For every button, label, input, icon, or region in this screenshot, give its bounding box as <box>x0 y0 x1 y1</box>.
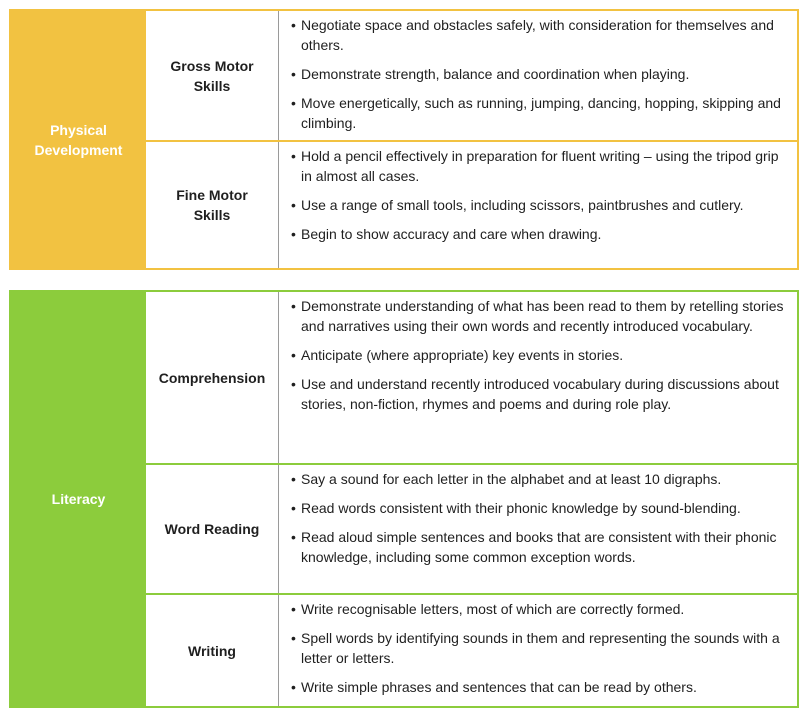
sub-label-text: Fine Motor Skills <box>176 187 248 223</box>
list-item: • Demonstrate strength, balance and coordination when playing. <box>291 64 787 84</box>
list-item: • Write recognisable letters, most of which are correctly formed. <box>291 599 787 619</box>
list-item: • Begin to show accuracy and care when drawing. <box>291 224 787 244</box>
row-comprehension <box>146 292 797 463</box>
area-label-physical-development: Physical Development <box>34 121 123 158</box>
list-item: • Move energetically, such as running, jumping, dancing, hopping, skipping and climbing. <box>291 93 787 133</box>
list-item: • Negotiate space and obstacles safely, with consideration for themselves and others. <box>291 15 787 55</box>
list-item: • Anticipate (where appropriate) key events in stories. <box>291 345 787 365</box>
list-item: • Write simple phrases and sentences that can be read by others. <box>291 677 787 697</box>
list-item: • Read words consistent with their phonic knowledge by sound-blending. <box>291 498 787 518</box>
bullet-list-fine-motor <box>279 142 797 268</box>
bullet-list-comprehension <box>279 292 797 463</box>
sub-label-writing: Writing <box>146 595 279 706</box>
area-label-literacy: Literacy <box>51 491 106 507</box>
sub-label-text: Gross Motor Skills <box>170 57 254 94</box>
list-item: • Use a range of small tools, including scissors, paintbrushes and cutlery. <box>291 195 787 215</box>
list-item: • Use and understand recently introduced vocabulary during discussions about stories, non-fiction, rhymes and poems and during role play. <box>291 374 787 414</box>
sub-label-gross-motor-skills <box>146 11 279 140</box>
bullet-list-word-reading <box>279 465 797 593</box>
literacy-section <box>9 290 799 708</box>
list-item: • Read aloud simple sentences and books that are consistent with their phonic knowledge, including some common exception words. <box>291 527 787 567</box>
row-word-reading <box>146 463 797 593</box>
row-writing <box>146 593 797 706</box>
list-item: • Spell words by identifying sounds in them and representing the sounds with a letter or letters. <box>291 628 787 668</box>
literacy-rows <box>146 292 797 706</box>
sub-label-word-reading: Word Reading <box>146 465 279 593</box>
bullet-list-writing <box>279 595 797 706</box>
bullet-list-gross-motor <box>279 11 797 140</box>
sub-label-fine-motor-skills <box>146 142 279 268</box>
list-item: • Hold a pencil effectively in preparation for fluent writing – using the tripod grip in almost all cases. <box>291 146 787 186</box>
sub-label-comprehension: Comprehension <box>146 292 279 463</box>
row-fine-motor-skills <box>146 140 797 268</box>
physical-development-section <box>9 9 799 270</box>
row-gross-motor-skills <box>146 11 797 140</box>
list-item: • Say a sound for each letter in the alphabet and at least 10 digraphs. <box>291 469 787 489</box>
list-item: • Demonstrate understanding of what has been read to them by retelling stories and narratives using their own words and recently introduced vocabulary. <box>291 296 787 336</box>
physical-development-rows <box>146 11 797 268</box>
